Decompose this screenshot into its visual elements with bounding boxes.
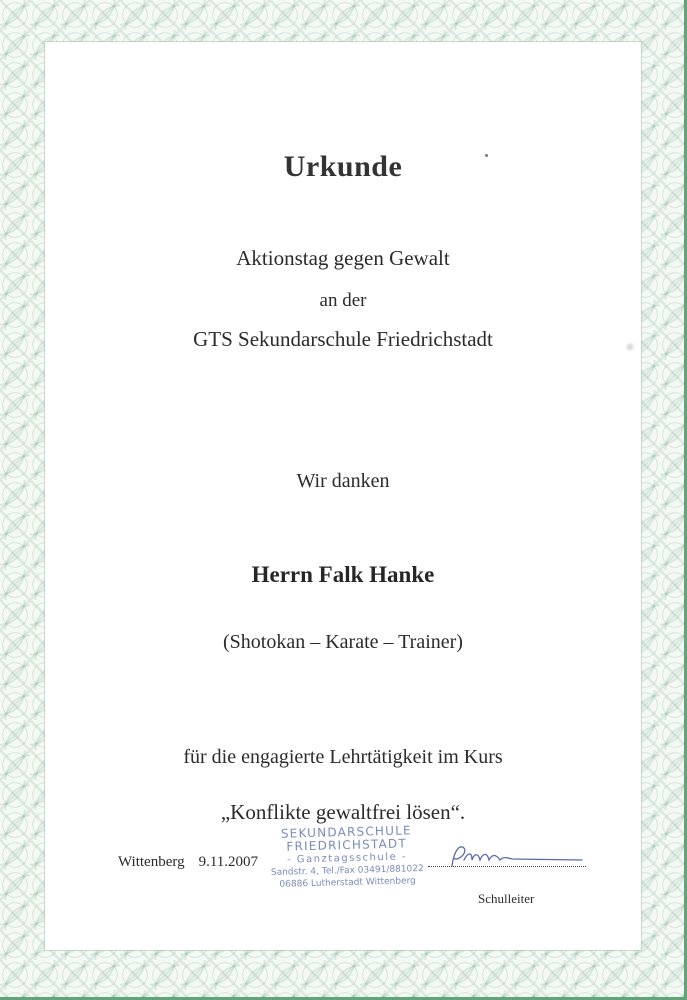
certificate-panel [45, 42, 641, 950]
connector-text: an der [319, 290, 367, 311]
thanks-text: Wir danken [296, 470, 390, 492]
school-name: GTS Sekundarschule Friedrichstadt [193, 327, 493, 351]
place-date [118, 854, 272, 871]
stamp-line-1: SEKUNDARSCHULE [280, 823, 412, 841]
school-stamp [261, 824, 433, 891]
event-name: Aktionstag gegen Gewalt [236, 246, 450, 270]
signer-role: Schulleiter [478, 891, 535, 906]
place-text: Wittenberg [118, 854, 185, 870]
recipient-name: Herrn Falk Hanke [251, 562, 435, 587]
certificate-title: Urkunde [283, 150, 403, 183]
course-name: „Konflikte gewaltfrei lösen“. [220, 800, 466, 824]
stamp-line-5: 06886 Lutherstadt Wittenberg [279, 876, 416, 890]
dedication-text: für die engagierte Lehrtätigkeit im Kurs [183, 746, 503, 768]
signature-scribble [446, 838, 586, 874]
recipient-role: (Shotokan – Karate – Trainer) [223, 631, 463, 653]
stamp-line-4: Sandstr. 4, Tel./Fax 03491/881022 [270, 863, 424, 878]
stamp-line-2: FRIEDRICHSTADT [286, 836, 408, 854]
stamp-line-3: - Ganztagsschule - [286, 851, 408, 866]
date-text: 9.11.2007 [198, 854, 259, 870]
